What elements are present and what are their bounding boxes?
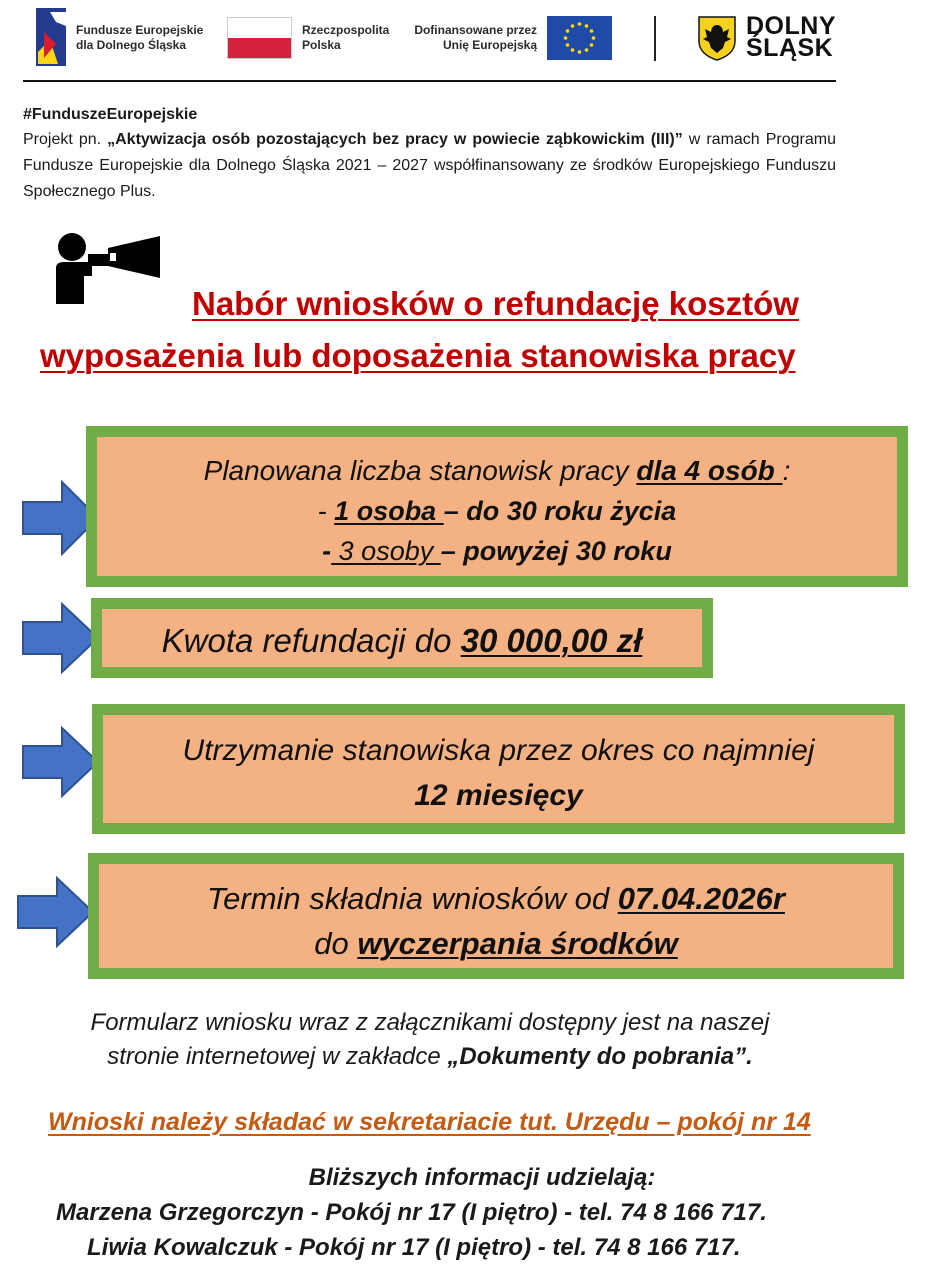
positions-suffix: :: [782, 455, 791, 486]
refund-amount-box: [91, 598, 713, 678]
contact-person-2: Liwia Kowalczuk - Pokój nr 17 (I piętro) - tel. 74 8 166 717.: [87, 1234, 741, 1261]
eu-line1: Dofinansowane przez: [414, 23, 537, 37]
retention-box: [92, 704, 905, 834]
positions-under30-count: 1 osoba: [334, 496, 444, 526]
arrow-right-icon: [17, 876, 95, 948]
documents-tab-name: „Dokumenty do pobrania”: [447, 1043, 747, 1070]
positions-box: [86, 426, 908, 587]
project-description: [23, 127, 836, 205]
positions-dash2: -: [322, 536, 332, 566]
title-line2: wyposażenia lub doposażenia stanowiska pracy: [40, 337, 796, 374]
positions-under30-rest: – do 30 roku życia: [443, 496, 677, 526]
form-info: [20, 1006, 840, 1074]
logo-divider: [654, 16, 656, 61]
retention-line1: Utrzymanie stanowiska przez okres co najmniej: [182, 734, 815, 767]
retention-period: 12 miesięcy: [414, 779, 583, 812]
header-rule: [23, 80, 836, 82]
positions-count: dla 4 osób: [636, 455, 783, 486]
deadline-prefix: Termin składnia wniosków od: [207, 881, 618, 916]
eu-line2: Unię Europejską: [442, 38, 537, 52]
megaphone-person-icon: [52, 232, 164, 306]
contact-person-1: Marzena Grzegorczyn - Pokój nr 17 (I piętro) - tel. 74 8 166 717.: [56, 1199, 767, 1226]
deadline-box: [88, 853, 904, 979]
dolny-slask-eagle-icon: [697, 15, 737, 61]
form-info-line2-prefix: stronie internetowej w zakładce: [107, 1043, 448, 1070]
form-info-line2-suffix: .: [746, 1043, 753, 1070]
arrow-right-icon: [22, 726, 100, 798]
positions-over30-count: 3 osoby: [331, 536, 441, 566]
contact-heading: Bliższych informacji udzielają:: [308, 1164, 656, 1191]
contact-info: [20, 1160, 910, 1265]
deadline-date: 07.04.2026r: [617, 881, 785, 916]
dolny-line2: ŚLĄSK: [746, 34, 834, 62]
fundusze-europejskie-logo-icon: [36, 8, 68, 66]
arrow-right-icon: [22, 602, 100, 674]
dolny-line1: DOLNY: [746, 12, 836, 40]
deadline-until: wyczerpania środków: [357, 926, 678, 961]
positions-over30-rest: – powyżej 30 roku: [440, 536, 672, 566]
intro-prefix: Projekt pn.: [23, 131, 108, 148]
fe-logo-line1: Fundusze Europejskie: [76, 23, 204, 37]
positions-dash1: -: [317, 496, 335, 526]
rp-line2: Polska: [302, 38, 341, 52]
refund-amount-prefix: Kwota refundacji do: [161, 622, 461, 659]
rp-line1: Rzeczpospolita: [302, 23, 390, 37]
fe-logo-line2: dla Dolnego Śląska: [76, 38, 187, 52]
submission-location: Wnioski należy składać w sekretariacie tut. Urzędu – pokój nr 14: [48, 1108, 811, 1136]
intro-suffix: w ramach Programu Fundusze Europejskie dla Dolnego Śląska 2021 – 2027 współfinansowany ze środków Europejskiego Funduszu Społecznego Plus.: [23, 131, 836, 200]
positions-prefix: Planowana liczba stanowisk pracy: [203, 455, 637, 486]
refund-amount-value: 30 000,00 zł: [460, 622, 643, 659]
eu-flag-icon: [547, 16, 612, 60]
polish-flag-icon: [227, 17, 292, 59]
form-info-line1: Formularz wniosku wraz z załącznikami dostępny jest na naszej: [90, 1009, 770, 1036]
header-logos: [0, 0, 927, 80]
title-line1: Nabór wniosków o refundację kosztów: [192, 285, 799, 322]
deadline-line2-prefix: do: [314, 926, 358, 961]
project-name: „Aktywizacja osób pozostających bez pracy w powiecie ząbkowickim (III)”: [107, 131, 683, 148]
hashtag: #FunduszeEuropejskie: [23, 106, 198, 123]
